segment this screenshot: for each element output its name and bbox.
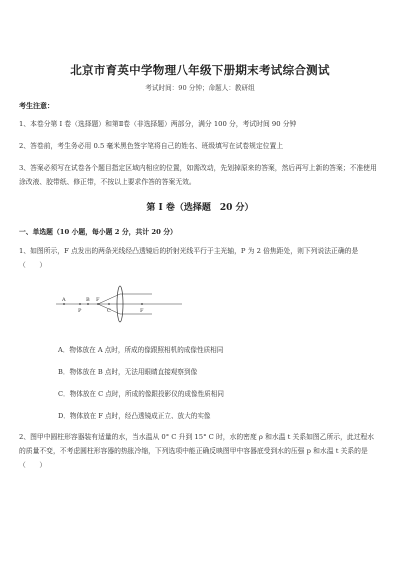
label-c: C	[107, 308, 111, 314]
label-a: A	[62, 297, 66, 303]
section1-heading: 一、单选题（10 小题，每小题 2 分，共计 20 分）	[19, 228, 177, 236]
point-c	[108, 303, 110, 305]
lens-diagram	[52, 284, 187, 332]
label-p: P	[78, 308, 82, 314]
q1-option-c: C．物体放在 C 点时，所成的像跟投影仪的成像性质相同	[58, 390, 224, 398]
part-title: 第 I 卷（选择题 20 分）	[146, 203, 254, 213]
note-1: 1、本卷分第 I 卷（选择题）和第Ⅱ卷（非选择题）两部分，满分 100 分，考试时间 90 分钟	[19, 120, 297, 128]
note-3: 3、答案必须写在试卷各个题目指定区域内相应的位置，如需改动，先划掉原来的答案，然后再写上新的答案；不准使用涂改液、胶带纸、修正带，不按以上要求作答的答案无效。	[19, 164, 377, 186]
point-f-right	[141, 303, 143, 305]
q1-option-b: B．物体放在 B 点时，无法用眼睛直接观察到像	[58, 368, 198, 376]
label-b: B	[86, 297, 90, 303]
note-2: 2、答卷前，考生务必用 0.5 毫米黑色签字笔将自己的姓名、班级填写在试卷规定位置上	[19, 142, 284, 150]
q1-option-a: A．物体放在 A 点时，所成的像跟照相机的成像性质相同	[58, 346, 224, 354]
exam-title: 北京市育英中学物理八年级下册期末考试综合测试	[70, 63, 330, 77]
point-b	[87, 303, 89, 305]
point-f-left	[97, 303, 99, 305]
point-a	[63, 303, 65, 305]
point-p	[79, 303, 81, 305]
label-f-left: F	[96, 297, 100, 303]
label-f-right: F	[140, 308, 144, 314]
q1-option-d: D．物体放在 F 点时，经凸透镜成正立、放大的实像	[58, 412, 211, 420]
notes-heading: 考生注意：	[19, 101, 54, 110]
exam-subtitle: 考试时间：90 分钟；命题人：教研组	[145, 84, 255, 92]
q1-stem: 1、如图所示，F 点发出的两条光线经凸透镜后的折射光线平行于主光轴，P 为 2 倍焦距处，则下列说法正确的是（ ）	[19, 247, 359, 269]
q2-stem: 2、图甲中圆柱形容器装有适量的水，当水温从 0° C 升到 15° C 时，水的密度 ρ 和水温 t 关系如图乙所示，此过程水的质量不变，不考虑圆柱形容器的热胀冷缩，下列选项中能正确反映图甲中容器底受到水的压强 p 和水温 t 关系的是（ ）	[19, 433, 375, 469]
